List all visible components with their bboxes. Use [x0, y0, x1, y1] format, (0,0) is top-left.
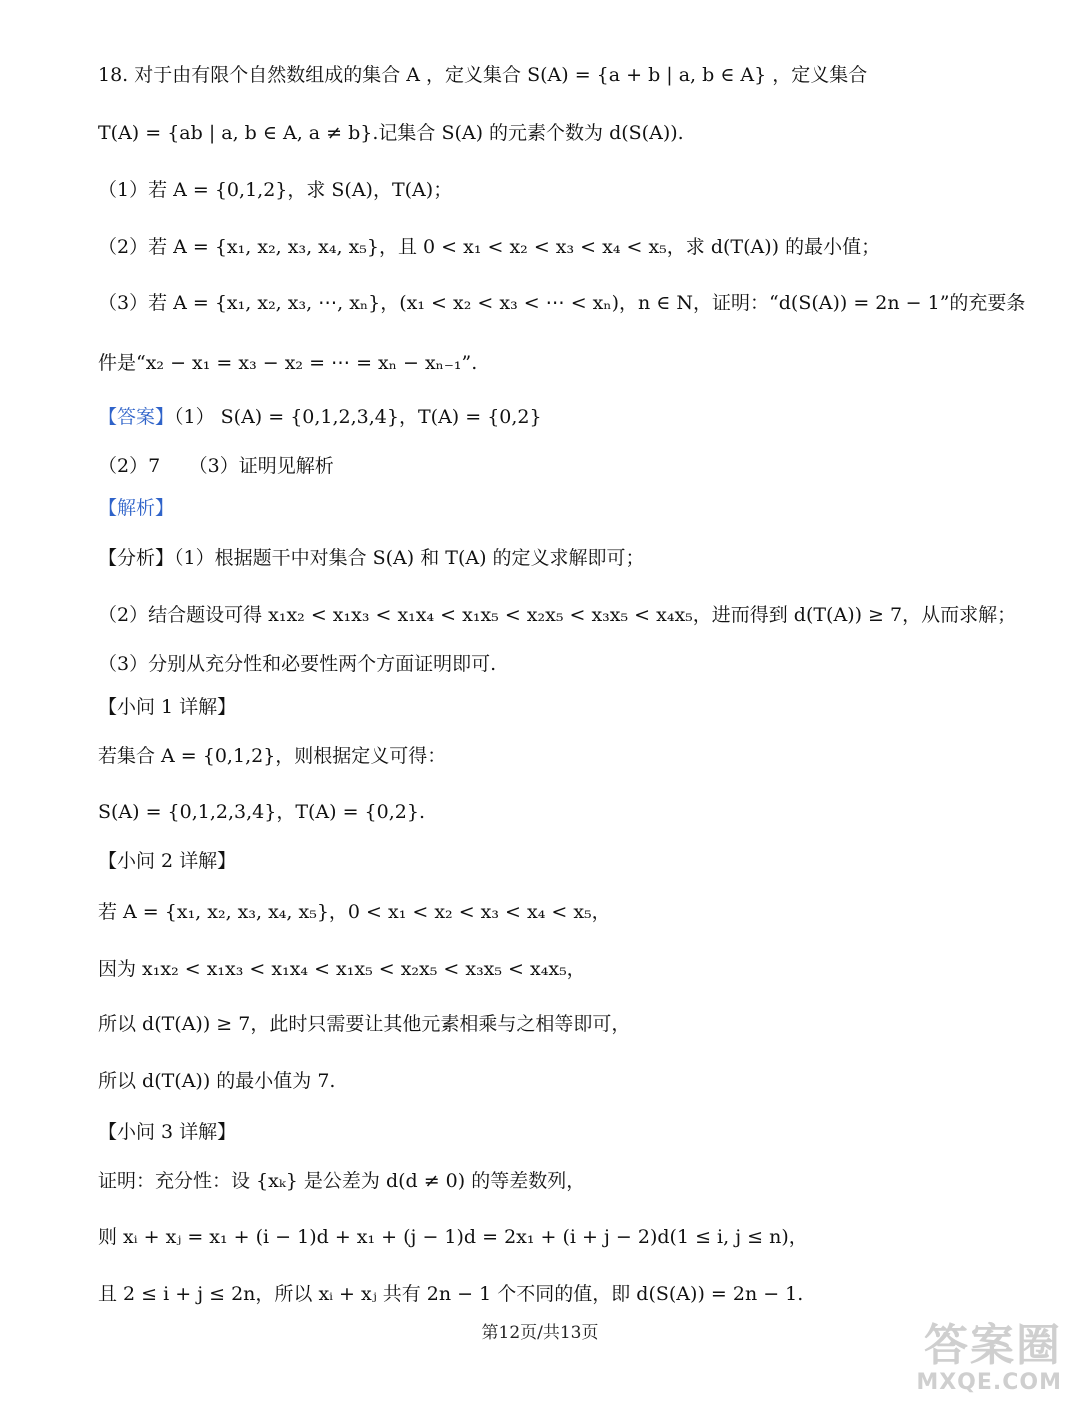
question-3-line-2: 件是“x₂ − x₁ = x₃ − x₂ = ⋯ = xₙ − xₙ₋₁”.: [98, 352, 478, 374]
question-3-line-1: （3）若 A = {x₁, x₂, x₃, ⋯, xₙ}，(x₁ < x₂ < x₃ < ⋯ < xₙ)，n ∈ N，证明：“d(S(A)) = 2n − 1”的充要条: [98, 292, 1026, 314]
question-2: （2）若 A = {x₁, x₂, x₃, x₄, x₅}，且 0 < x₁ < x₂ < x₃ < x₄ < x₅，求 d(T(A)) 的最小值；: [98, 236, 881, 258]
analysis-line-3: （3）分别从充分性和必要性两个方面证明即可.: [98, 653, 497, 675]
part-1-line-1: 若集合 A = {0,1,2}，则根据定义可得：: [98, 745, 447, 767]
part-3-line-2: 则 xᵢ + xⱼ = x₁ + (i − 1)d + x₁ + (j − 1)d = 2x₁ + (i + j − 2)d(1 ≤ i, j ≤ n)，: [98, 1226, 808, 1248]
part-2-line-4: 所以 d(T(A)) 的最小值为 7.: [98, 1070, 336, 1092]
problem-line-1: 18. 对于由有限个自然数组成的集合 A ，定义集合 S(A) = {a + b | a, b ∈ A} ，定义集合: [98, 64, 868, 86]
question-1: （1）若 A = {0,1,2}，求 S(A)，T(A)；: [98, 179, 453, 201]
part-2-line-2: 因为 x₁x₂ < x₁x₃ < x₁x₄ < x₁x₅ < x₂x₅ < x₃x₅ < x₄x₅，: [98, 958, 586, 980]
watermark-site: MXQE.COM: [916, 1370, 1062, 1395]
analysis-line-1: 【分析】（1）根据题干中对集合 S(A) 和 T(A) 的定义求解即可；: [98, 547, 645, 569]
part-2-line-1: 若 A = {x₁, x₂, x₃, x₄, x₅}，0 < x₁ < x₂ < x₃ < x₄ < x₅，: [98, 901, 611, 923]
part-2-heading: 【小问 2 详解】: [98, 850, 237, 872]
analysis-line-2: （2）结合题设可得 x₁x₂ < x₁x₃ < x₁x₄ < x₁x₅ < x₂x₅ < x₃x₅ < x₄x₅，进而得到 d(T(A)) ≥ 7，从而求解；: [98, 604, 1017, 626]
analysis-tag: 【解析】: [98, 497, 175, 519]
answer-line-1: [98, 402, 1020, 432]
watermark-logo: 答案圈: [924, 1320, 1062, 1371]
answer-1: （1） S(A) = {0,1,2,3,4}，T(A) = {0,2}: [174, 406, 542, 428]
page-footer: 第12页/共13页: [481, 1323, 599, 1343]
part-1-line-2: S(A) = {0,1,2,3,4}，T(A) = {0,2}.: [98, 801, 425, 823]
part-2-line-3: 所以 d(T(A)) ≥ 7，此时只需要让其他元素相乘与之相等即可，: [98, 1013, 631, 1035]
watermark: [852, 1322, 1062, 1402]
answer-tag: 【答案】: [98, 406, 175, 428]
problem-line-2: T(A) = {ab | a, b ∈ A, a ≠ b}.记集合 S(A) 的元素个数为 d(S(A)).: [98, 122, 684, 144]
part-3-heading: 【小问 3 详解】: [98, 1121, 237, 1143]
part-3-line-1: 证明：充分性：设 {xₖ} 是公差为 d(d ≠ 0) 的等差数列，: [98, 1170, 586, 1192]
part-1-heading: 【小问 1 详解】: [98, 696, 237, 718]
answer-line-2: （2）7 （3）证明见解析: [98, 455, 334, 477]
part-3-line-3: 且 2 ≤ i + j ≤ 2n，所以 xᵢ + xⱼ 共有 2n − 1 个不同的值，即 d(S(A)) = 2n − 1.: [98, 1283, 804, 1305]
